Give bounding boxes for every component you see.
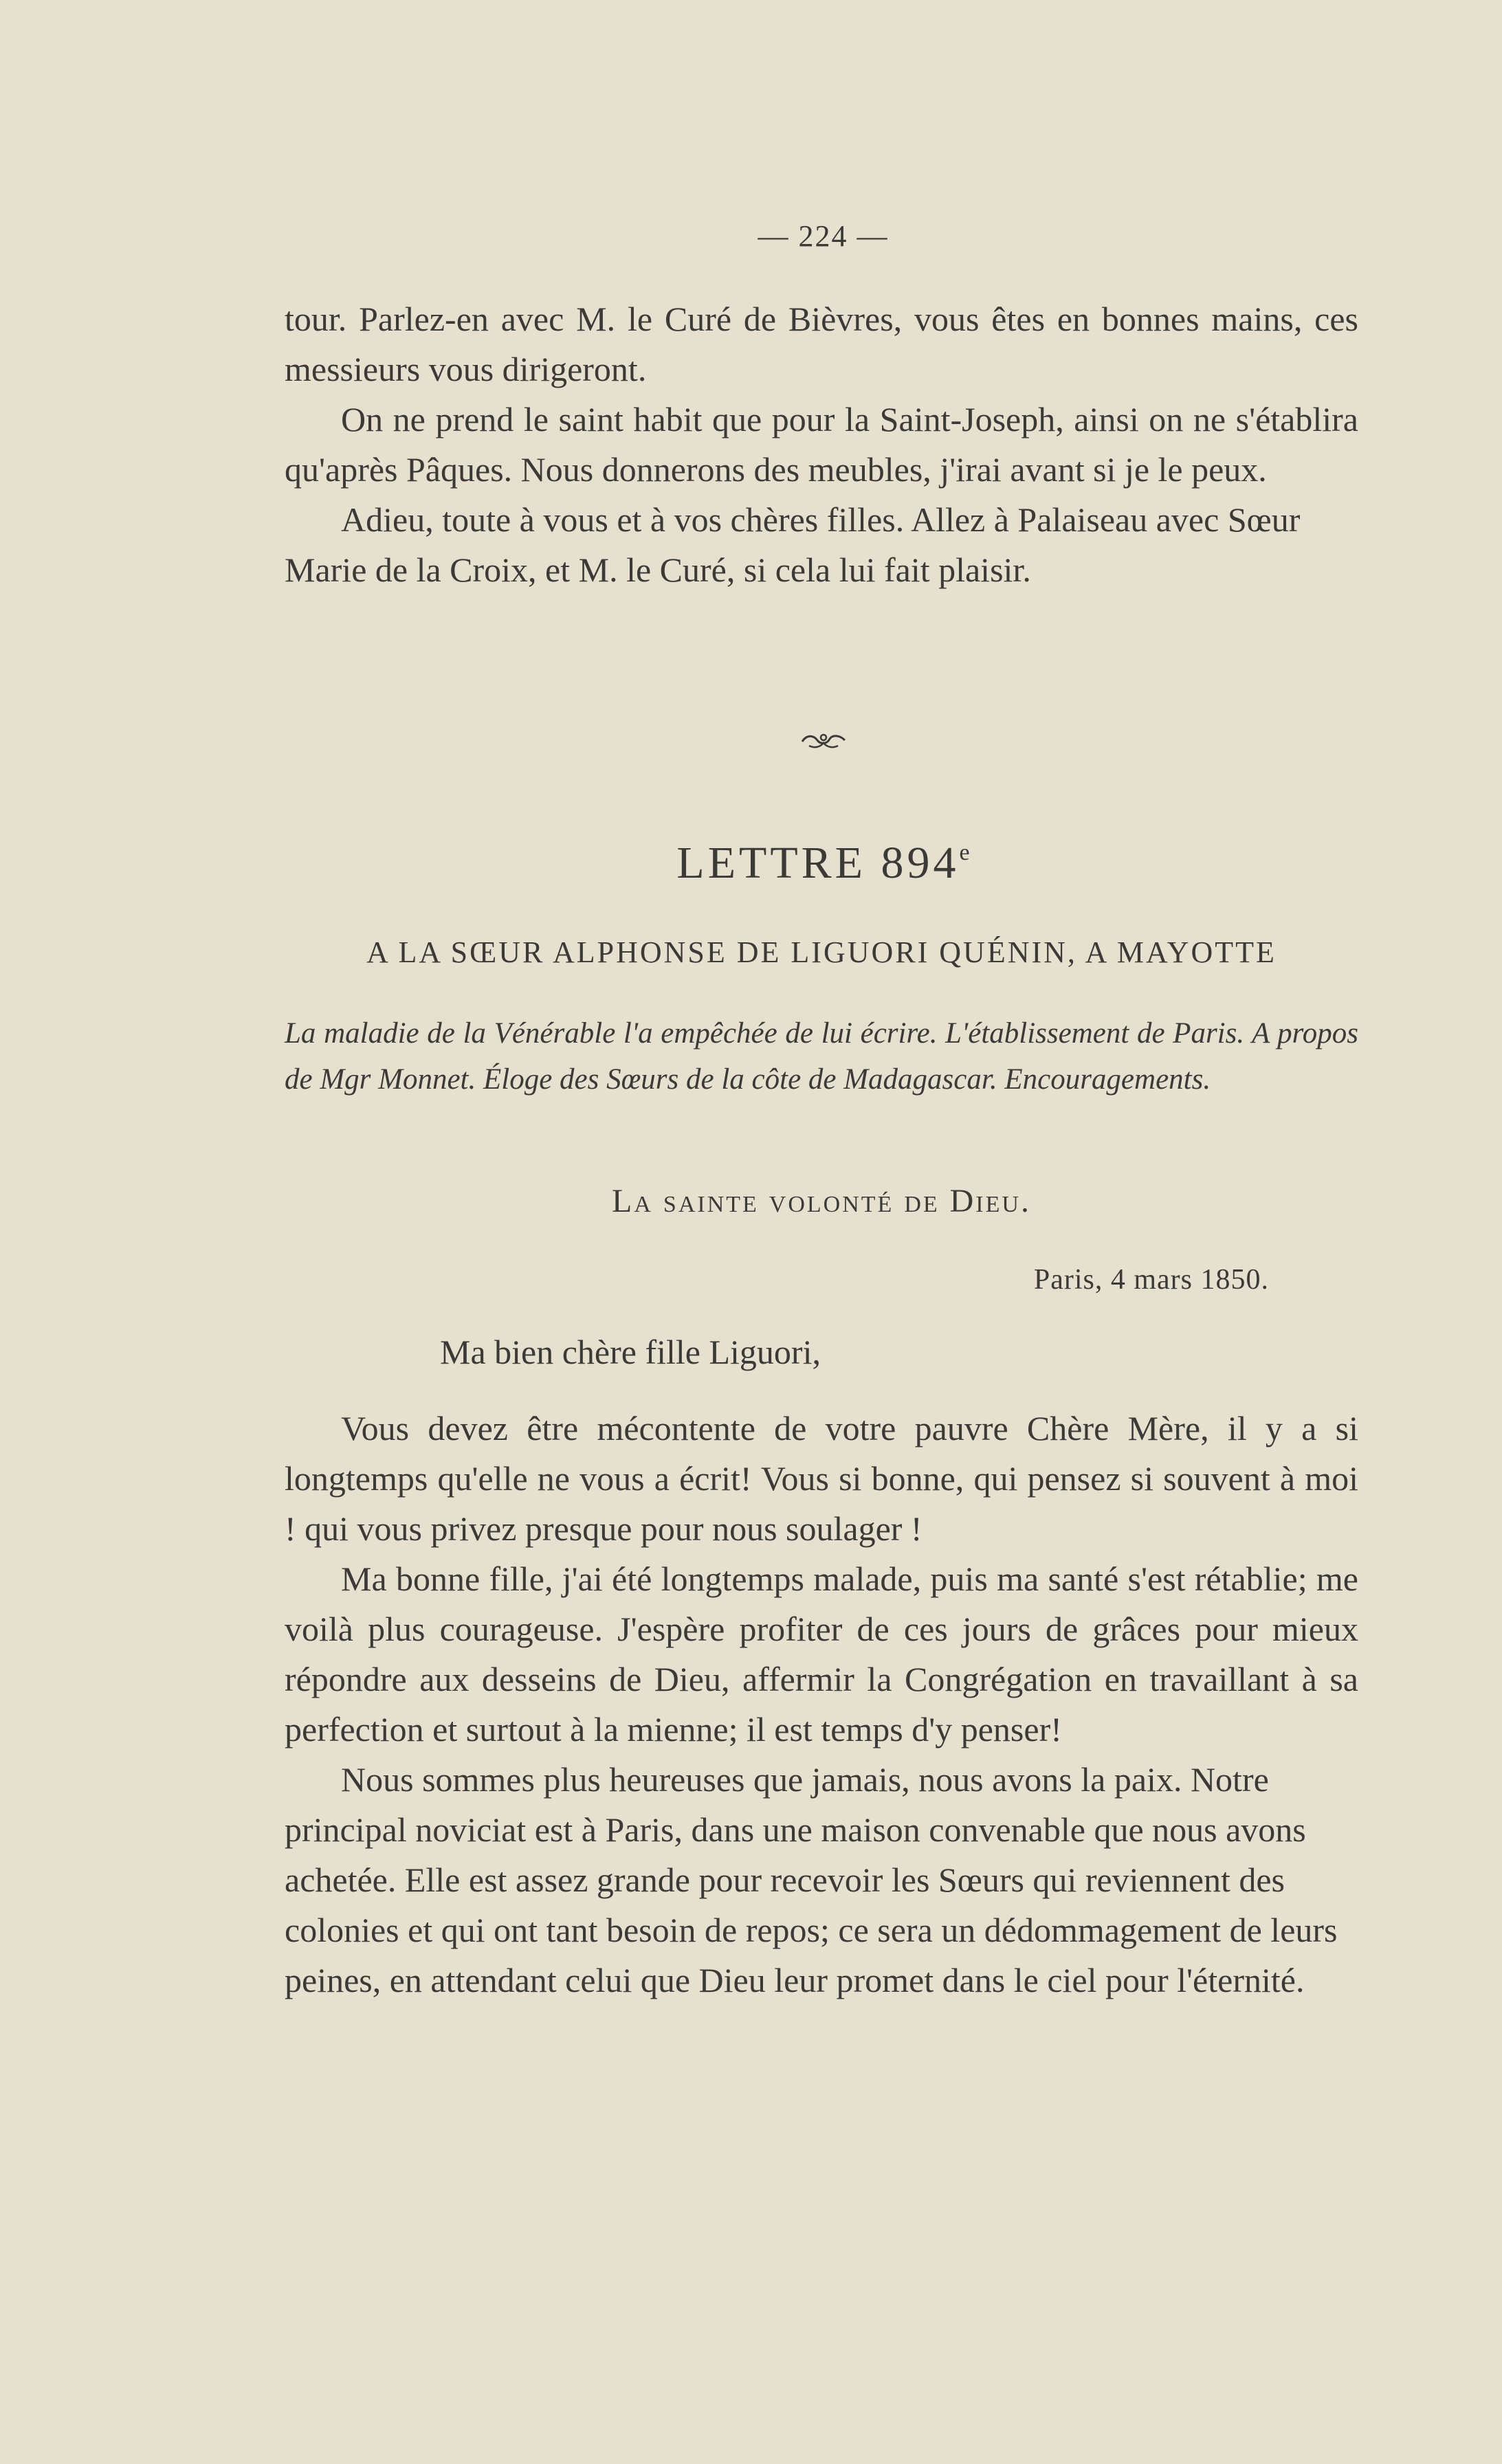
page-number: — 224 —: [758, 219, 889, 253]
letter-recipient: A LA SŒUR ALPHONSE DE LIGUORI QUÉNIN, A MAYOTTE: [366, 935, 1277, 969]
paragraph-saint-joseph: On ne prend le saint habit que pour la Saint-Joseph, ainsi on ne s'établira qu'après Pâques. Nous donnerons des meubles, j'irai avant si je le peux.: [285, 400, 1358, 489]
letter-body: [285, 1403, 1358, 2006]
paragraph-body-3: Nous sommes plus heureuses que jamais, nous avons la paix. Notre principal noviciat est à Paris, dans une maison convenable que nous avons achetée. Elle est assez grande pour recevoir les Sœurs qui reviennent des colonies et qui ont tant besoin de repos; ce sera un dédommagement de leurs peines, en attendant celui que Dieu leur promet dans le ciel pour l'éternité.: [285, 1760, 1338, 1999]
letter-title-superscript: e: [959, 840, 970, 865]
letter-date: Paris, 4 mars 1850.: [1033, 1264, 1269, 1296]
letter-title-text: LETTRE 894: [676, 838, 960, 888]
letter-salutation: Ma bien chère fille Liguori,: [440, 1333, 821, 1371]
paragraph-continuation: tour. Parlez-en avec M. le Curé de Bièvres, vous êtes en bonnes mains, ces messieurs vous dirigeront.: [285, 300, 1358, 388]
paragraph-body-1: Vous devez être mécontente de votre pauvre Chère Mère, il y a si longtemps qu'elle ne vous a écrit! Vous si bonne, qui pensez si souvent à moi ! qui vous privez presque pour nous soulager !: [285, 1409, 1358, 1548]
paragraph-adieu: Adieu, toute à vous et à vos chères filles. Allez à Palaiseau avec Sœur Marie de la Croix, et M. le Curé, si cela lui fait plaisir.: [285, 500, 1301, 589]
opening-text: [285, 294, 1358, 595]
paragraph-body-2: Ma bonne fille, j'ai été longtemps malade, puis ma santé s'est rétablie; me voilà plus courageuse. J'espère profiter de ces jours de grâces pour mieux répondre aux desseins de Dieu, affermir la Congrégation en travaillant à sa perfection et surtout à la mienne; il est temps d'y penser!: [285, 1560, 1358, 1749]
letter-summary: La maladie de la Vénérable l'a empêchée de lui écrire. L'établissement de Paris. A propos de Mgr Monnet. Éloge des Sœurs de la côte de Madagascar. Encouragements.: [285, 1017, 1358, 1096]
ornament-icon: [799, 731, 848, 750]
letter-title: [0, 837, 1502, 889]
letter-motto: La sainte volonté de Dieu.: [612, 1183, 1031, 1219]
